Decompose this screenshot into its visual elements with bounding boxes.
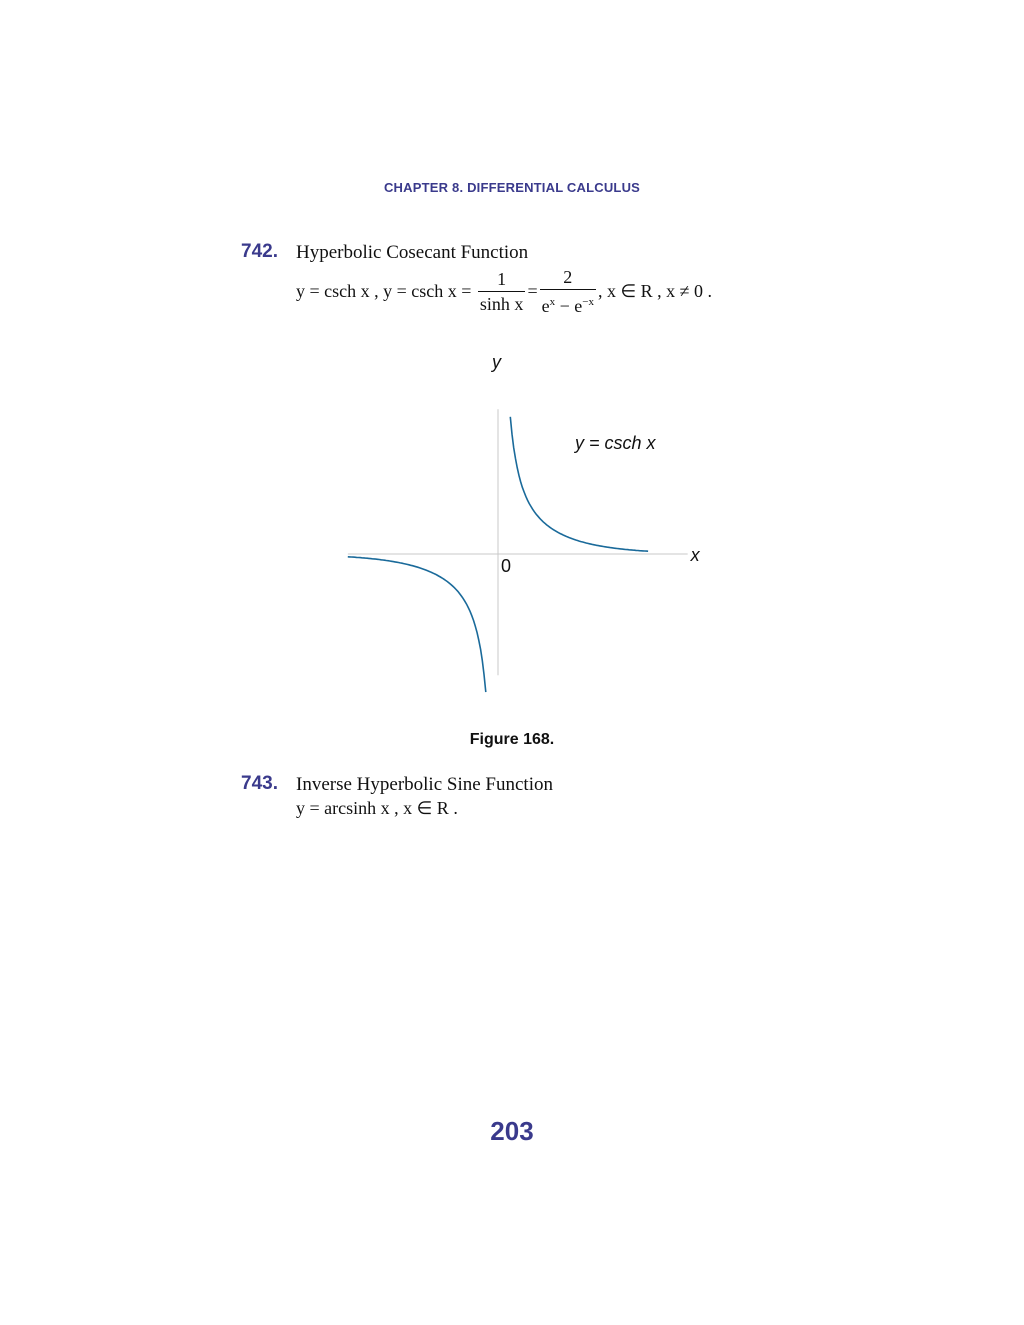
item-742-formula <box>296 266 712 317</box>
formula-lhs: y = csch x , y = csch x = <box>296 281 472 301</box>
curve-label: y = csch x <box>575 433 656 453</box>
curve-negative-branch <box>348 557 486 692</box>
exp-base: e <box>541 296 550 316</box>
page-number: 203 <box>490 1116 534 1146</box>
fraction-exponential <box>540 266 596 317</box>
csch-graph <box>340 345 720 715</box>
y-axis-label: y <box>492 352 501 372</box>
fraction-one-over-sinh <box>478 268 526 315</box>
fraction-denominator: sinh x <box>479 294 524 314</box>
item-743-formula: y = arcsinh x , x ∈ R . <box>296 798 458 818</box>
x-axis-label: x <box>690 545 700 565</box>
chapter-header: CHAPTER 8. DIFFERENTIAL CALCULUS <box>383 180 641 195</box>
fraction-denominator <box>540 290 596 317</box>
exp-minus-base: − e <box>555 296 583 316</box>
equals-sign: = <box>527 281 538 301</box>
fraction-numerator: 2 <box>540 266 596 290</box>
item-742-number: 742. <box>241 241 278 262</box>
item-742-title: Hyperbolic Cosecant Function <box>296 242 529 263</box>
fraction-numerator: 1 <box>478 268 526 292</box>
item-743-title: Inverse Hyperbolic Sine Function <box>296 774 553 795</box>
exp-power: x <box>549 296 556 308</box>
figure-caption: Figure 168. <box>469 731 555 748</box>
item-743-number: 743. <box>241 773 278 794</box>
formula-domain: , x ∈ R , x ≠ 0 . <box>597 281 713 301</box>
exp-neg-power: −x <box>582 296 594 308</box>
origin-label: 0 <box>501 556 512 576</box>
